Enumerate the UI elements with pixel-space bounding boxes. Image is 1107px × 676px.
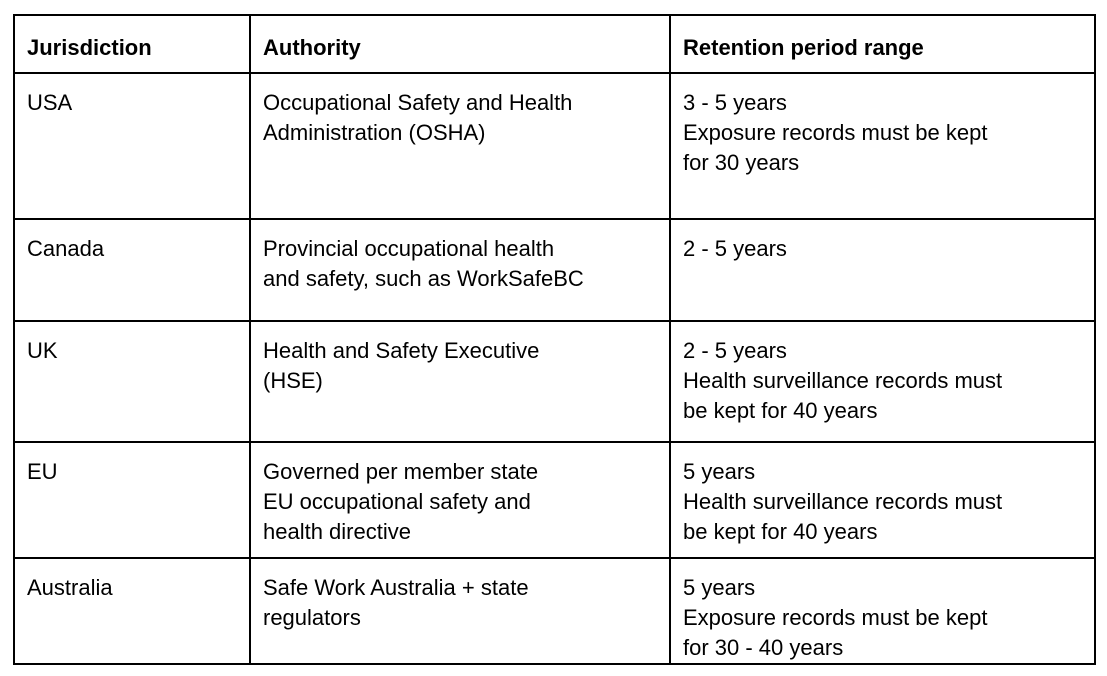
retention-line: Exposure records must be kept (683, 120, 988, 145)
retention-line: 5 years (683, 459, 756, 484)
authority-line: Governed per member state (263, 459, 539, 484)
retention-line: for 30 - 40 years (683, 635, 844, 660)
retention-cell (670, 442, 1095, 558)
retention-line: 5 years (683, 575, 756, 600)
retention-cell (670, 73, 1095, 219)
jurisdiction-cell: EU (14, 442, 250, 558)
authority-cell (250, 442, 670, 558)
authority-line: and safety, such as WorkSafeBC (263, 266, 584, 291)
header-authority: Authority (250, 15, 670, 73)
retention-line: 2 - 5 years (683, 236, 787, 261)
authority-line: regulators (263, 605, 361, 630)
authority-line: EU occupational safety and (263, 489, 531, 514)
authority-line: Provincial occupational health (263, 236, 555, 261)
retention-line: Health surveillance records must (683, 368, 1003, 393)
header-retention: Retention period range (670, 15, 1095, 73)
retention-line: 2 - 5 years (683, 338, 787, 363)
retention-line: Exposure records must be kept (683, 605, 988, 630)
retention-cell (670, 558, 1095, 664)
table-row (14, 442, 1095, 558)
jurisdiction-cell: USA (14, 73, 250, 219)
authority-cell (250, 73, 670, 219)
authority-line: (HSE) (263, 368, 323, 393)
retention-line: for 30 years (683, 150, 800, 175)
authority-cell (250, 558, 670, 664)
jurisdiction-cell: Canada (14, 219, 250, 321)
authority-line: Safe Work Australia + state (263, 575, 529, 600)
authority-cell (250, 219, 670, 321)
retention-line: 3 - 5 years (683, 90, 787, 115)
header-row (14, 15, 1095, 73)
table-row (14, 219, 1095, 321)
retention-cell (670, 321, 1095, 442)
retention-line: be kept for 40 years (683, 519, 878, 544)
retention-table (13, 14, 1096, 665)
jurisdiction-cell: Australia (14, 558, 250, 664)
authority-cell (250, 321, 670, 442)
jurisdiction-cell: UK (14, 321, 250, 442)
authority-line: health directive (263, 519, 411, 544)
authority-line: Occupational Safety and Health (263, 90, 573, 115)
header-jurisdiction: Jurisdiction (14, 15, 250, 73)
retention-line: Health surveillance records must (683, 489, 1003, 514)
retention-cell (670, 219, 1095, 321)
retention-line: be kept for 40 years (683, 398, 878, 423)
authority-line: Administration (OSHA) (263, 120, 486, 145)
authority-line: Health and Safety Executive (263, 338, 540, 363)
table-row (14, 321, 1095, 442)
table-row (14, 73, 1095, 219)
table-row (14, 558, 1095, 664)
